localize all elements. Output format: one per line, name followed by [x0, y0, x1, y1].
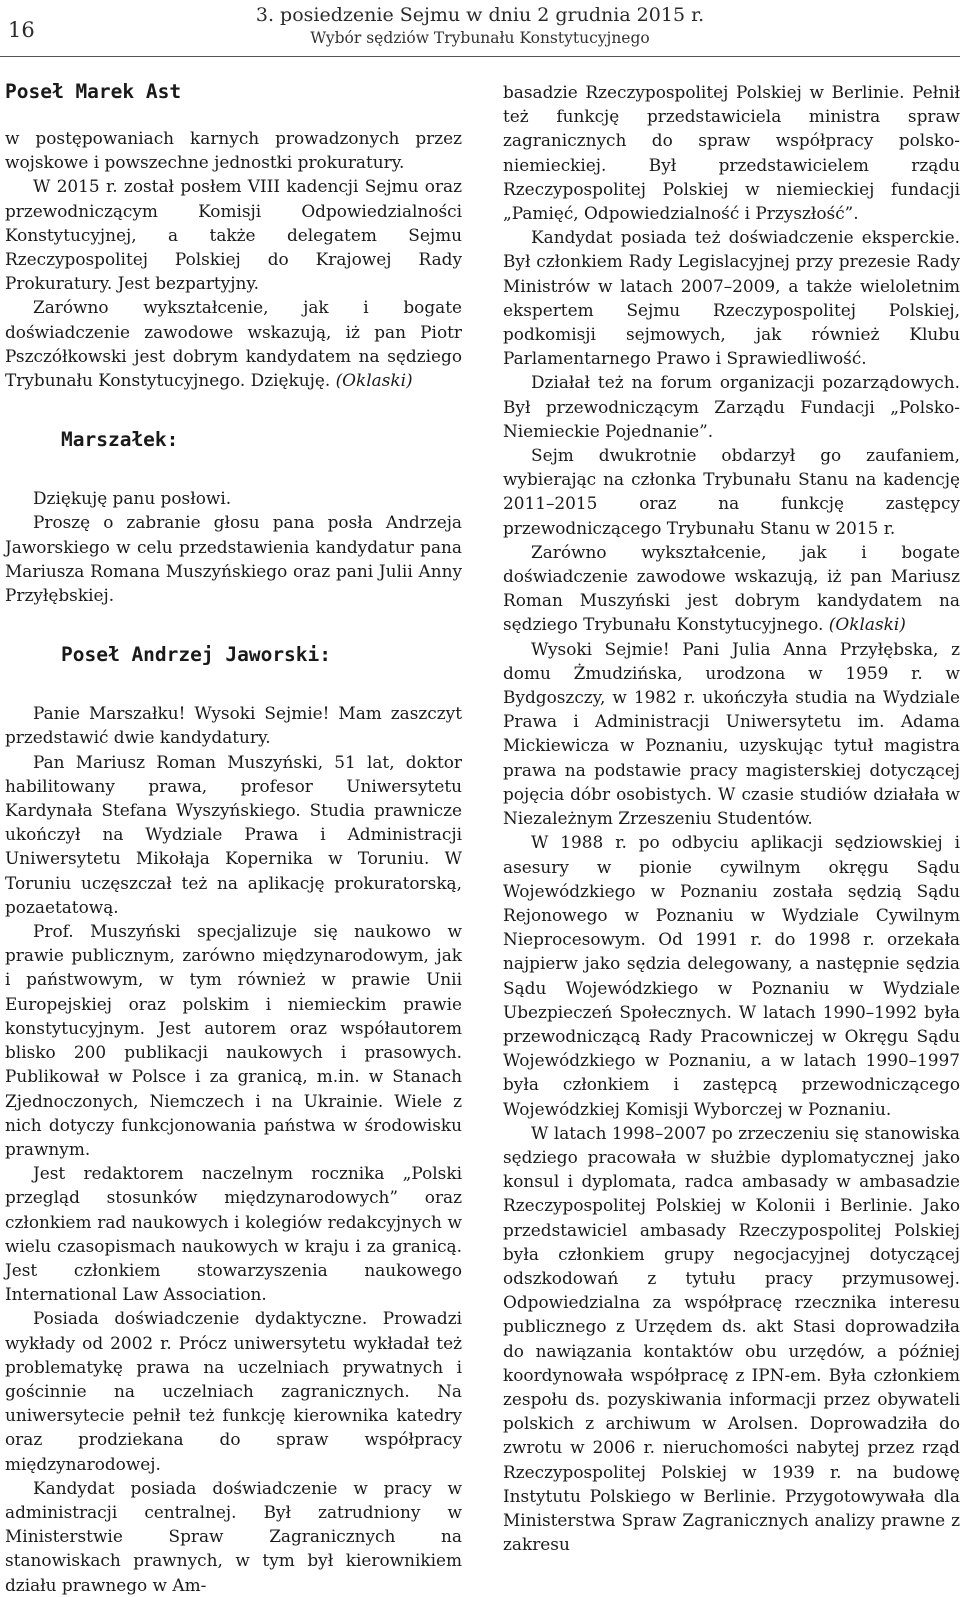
paragraph: [5, 295, 462, 392]
header-divider: [0, 56, 960, 57]
paragraph: Działał też na forum organizacji pozarządowych. Był przewodniczącym Zarządu Fundacji „Polsko-Niemieckie Pojednanie”.: [503, 372, 960, 441]
paragraph: Dziękuję panu posłowi.: [33, 488, 232, 509]
speaker-heading: Marszałek:: [61, 428, 179, 452]
paragraph: Sejm dwukrotnie obdarzył go zaufaniem, wybierając na członka Trybunału Stanu na kadencję 2011–2015 oraz na funkcję zastępcy przewodniczącego Trybunału Stanu w 2015 r.: [503, 445, 960, 538]
paragraph: Kandydat posiada doświadczenie w pracy w administracji centralnej. Był zatrudniony w Ministerstwie Spraw Zagranicznych na stanowiskach prawnych, w tym był kierownikiem działu prawnego w Am-: [5, 1477, 462, 1595]
header-subtitle: Wybór sędziów Trybunału Konstytucyjnego: [310, 29, 650, 47]
page-header: [0, 0, 960, 58]
paragraph-text: Zarówno wykształcenie, jak i bogate doświadczenie zawodowe wskazują, iż pan Piotr Pszczółkowski jest dobrym kandydatem na sędziego Trybunału Konstytucyjnego. Dziękuję.: [5, 297, 462, 391]
paragraph: Jest redaktorem naczelnym rocznika „Polski przegląd stosunków międzynarodowych” oraz członkiem rad naukowych i kolegiów redakcyjnych w wielu czasopismach naukowych w kraju i za granicą. Jest członkiem stowarzyszenia naukowego International Law Association.: [5, 1163, 462, 1305]
speaker-heading: Poseł Marek Ast: [5, 80, 182, 103]
paragraph: W latach 1998–2007 po zrzeczeniu się stanowiska sędziego pracowała w służbie dyplomatycznej jako konsul i dyplomata, radca ambasady w ambasadzie Rzeczypospolitej Polskiej w Kolonii i Berlinie. Jako przedstawiciel ambasady Rzeczypospolitej Polskiej była członkiem grupy negocjacyjnej dotyczącej odszkodowań z tytułu pracy przymusowej. Odpowiedzialna za współpracę rzecznika interesu publicznego z Urzędem ds. akt Stasi doprowadziła do nawiązania kontaktów obu urzędów, a później koordynowała współpracę z IPN-em. Była członkiem zespołu ds. pozyskiwania informacji przez obywateli polskich z archiwum w Arolsen. Doprowadziła do zwrotu w 2006 r. nieruchomości nabytej przez rząd Rzeczypospolitej Polskiej w 1939 r. na budowę Instytutu Polskiego w Berlinie. Przygotowywała dla Ministerstwa Spraw Zagranicznych analizy prawne z zakresu: [503, 1122, 960, 1555]
paragraph: Kandydat posiada też doświadczenie eksperckie. Był członkiem Rady Legislacyjnej przy prezesie Rady Ministrów w latach 2007–2009, a także wieloletnim ekspertem Sejmu Rzeczypospolitej Polskiej, podkomisji sejmowych, jak również Klubu Parlamentarnego Prawo i Sprawiedliwość.: [503, 227, 960, 369]
applause-note: (Oklaski): [335, 370, 413, 391]
paragraph: Wysoki Sejmie! Pani Julia Anna Przyłębska, z domu Żmudzińska, urodzona w 1959 r. w Bydgoszczy, w 1982 r. ukończyła studia na Wydziale Prawa i Administracji Uniwersytetu im. Adama Mickiewicza w Poznaniu, uzyskując tytuł magistra prawa na podstawie pracy magisterskiej dotyczącej pojęcia dóbr osobistych. W czasie studiów działała w Niezależnym Zrzeszeniu Studentów.: [503, 638, 960, 829]
paragraph: w postępowaniach karnych prowadzonych przez wojskowe i powszechne jednostki prokuratury.: [5, 128, 462, 173]
left-column: [5, 80, 462, 1597]
paragraph: basadzie Rzeczypospolitej Polskiej w Berlinie. Pełnił też funkcję przedstawiciela ministra spraw zagranicznych do spraw współpracy polsko-niemieckiej. Był przedstawicielem rządu Rzeczypospolitej Polskiej w niemieckiej fundacji „Pamięć, Odpowiedzialność i Przyszłość”.: [503, 82, 960, 224]
applause-note: (Oklaski): [828, 614, 906, 635]
paragraph: W 1988 r. po odbyciu aplikacji sędziowskiej i asesury w pionie cywilnym okręgu Sądu Wojewódzkiego w Poznaniu została sędzią Sądu Rejonowego w Poznaniu w Wydziale Cywilnym Nieprocesowym. Od 1991 r. do 1998 r. orzekała najpierw jako sędzia delegowany, a następnie sędzia Sądu Wojewódzkiego w Poznaniu w Wydziale Ubezpieczeń Społecznych. W latach 1990–1992 była przewodniczącą Rady Pracowniczej w Okręgu Sądu Wojewódzkiego w Poznaniu, a w latach 1990–1997 była członkiem i zastępcą przewodniczącego Wojewódzkiej Komisji Wyborczej w Poznaniu.: [503, 832, 960, 1119]
paragraph: Prof. Muszyński specjalizuje się naukowo w prawie publicznym, zarówno międzynarodowym, jak i państwowym, w tym również w prawie Unii Europejskiej oraz polskim i niemieckim prawie konstytucyjnym. Jest autorem oraz współautorem blisko 200 publikacji naukowych i prasowych. Publikował w Polsce i za granicą, m.in. w Stanach Zjednoczonych, Niemczech i na Ukrainie. Wiele z nich dotyczy funkcjonowania państwa w środowisku prawnym.: [5, 921, 462, 1159]
page-number: 16: [8, 18, 35, 42]
paragraph: Panie Marszałku! Wysoki Sejmie! Mam zaszczyt przedstawić dwie kandydatury.: [5, 703, 462, 748]
paragraph-text: Zarówno wykształcenie, jak i bogate doświadczenie zawodowe wskazują, iż pan Mariusz Roman Muszyński jest dobrym kandydatem na sędziego Trybunału Konstytucyjnego.: [503, 541, 960, 635]
paragraph: [503, 540, 960, 637]
speaker-heading: Poseł Andrzej Jaworski:: [61, 643, 332, 667]
right-column: [503, 80, 960, 1556]
paragraph: Pan Mariusz Roman Muszyński, 51 lat, doktor habilitowany prawa, profesor Uniwersytetu Kardynała Stefana Wyszyńskiego. Studia prawnicze ukończył na Wydziale Prawa i Administracji Uniwersytetu Mikołaja Kopernika w Toruniu. W Toruniu uczęszczał też na aplikację prokuratorską, pozaetatową.: [5, 751, 462, 917]
paragraph: W 2015 r. został posłem VIII kadencji Sejmu oraz przewodniczącym Komisji Odpowiedzialności Konstytucyjnej, a także delegatem Sejmu Rzeczypospolitej Polskiej do Krajowej Rady Prokuratury. Jest bezpartyjny.: [5, 176, 462, 294]
header-title: 3. posiedzenie Sejmu w dniu 2 grudnia 2015 r.: [255, 4, 705, 26]
paragraph: Proszę o zabranie głosu pana posła Andrzeja Jaworskiego w celu przedstawienia kandydatur pana Mariusza Romana Muszyńskiego oraz pani Julii Anny Przyłębskiej.: [5, 512, 462, 606]
paragraph: Posiada doświadczenie dydaktyczne. Prowadzi wykłady od 2002 r. Prócz uniwersytetu wykładał też problematykę prawa na uczelniach prywatnych i gościnnie na uczelniach zagranicznych. Na uniwersytecie pełnił też funkcję kierownika katedry oraz prodziekana do spraw współpracy międzynarodowej.: [5, 1308, 462, 1474]
